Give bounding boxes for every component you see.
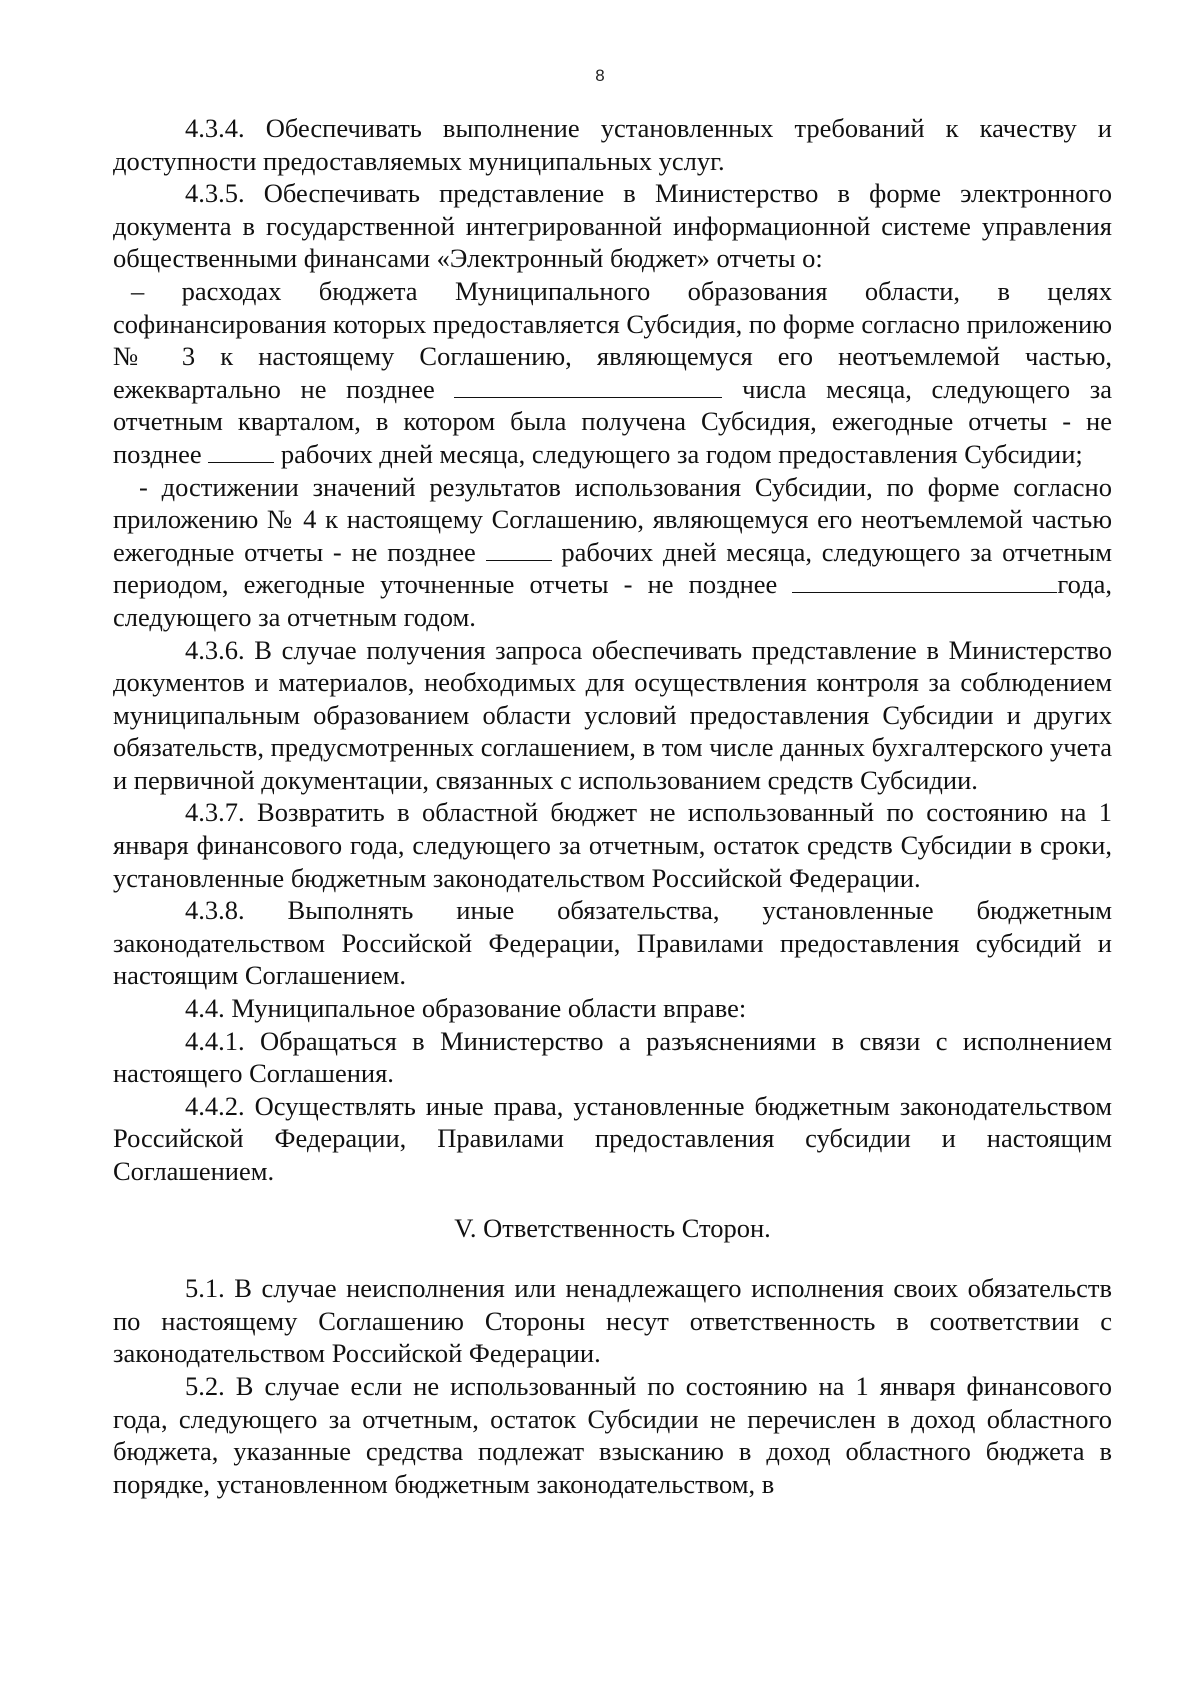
list-item-results-text-1: - достижении значений результатов использования Субсидии, по форме согласно приложению № 4 к настоящему Соглашению, являющемуся его неотъемлемой частью ежегодные отчеты - не позднее [113, 471, 1112, 567]
list-item-results-report [113, 471, 1112, 634]
paragraph-4-4-1: 4.4.1. Обращаться в Министерство а разъяснениями в связи с исполнением настоящего Соглашения. [113, 1025, 1112, 1089]
blank-line-results-days [486, 538, 552, 561]
list-item-expenses-report [113, 275, 1112, 471]
paragraph-4-4-2: 4.4.2. Осуществлять иные права, установленные бюджетным законодательством Российской Федерации, Правилами предоставления субсидии и настоящим Соглашением. [113, 1090, 1112, 1186]
list-item-expenses-text-1: – расходах бюджета Муниципального образования области, в целях софинансирования которых предоставляется Субсидия, по форме согласно приложению № 3 к настоящему Соглашению, являющемуся его неотъемлемой частью, ежеквартально не позднее [113, 275, 1112, 404]
paragraph-4-3-8: 4.3.8. Выполнять иные обязательства, установленные бюджетным законодательством Российской Федерации, Правилами предоставления субсидий и настоящим Соглашением. [113, 895, 1112, 991]
paragraph-5-1: 5.1. В случае неисполнения или ненадлежащего исполнения своих обязательств по настоящему Соглашению Стороны несут ответственность в соответствии с законодательством Российской Федерации. [113, 1273, 1112, 1369]
blank-line-annual-days [208, 440, 274, 463]
paragraph-4-4: 4.4. Муниципальное образование области вправе: [185, 993, 747, 1024]
paragraph-5-2: 5.2. В случае если не использованный по состоянию на 1 января финансового года, следующего за отчетным, остаток Субсидии не перечислен в доход областного бюджета, указанные средства подлежат взысканию в доход областного бюджета в порядке, установленном бюджетным законодательством, в [113, 1370, 1112, 1499]
list-item-expenses-text-2: числа месяца, следующего за отчетным кварталом, в котором была получена Субсидия, ежегодные отчеты - не позднее [113, 373, 1113, 469]
section-title-responsibility: V. Ответственность Сторон. [454, 1212, 771, 1243]
paragraph-4-3-6: 4.3.6. В случае получения запроса обеспечивать представление в Министерство документов и материалов, необходимых для осуществления контроля за соблюдением муниципальным образованием области условий предоставления Субсидии и других обязательств, предусмотренных соглашением, в том числе данных бухгалтерского учета и первичной документации, связанных с использованием средств Субсидии. [113, 634, 1112, 795]
paragraph-4-3-5: 4.3.5. Обеспечивать представление в Министерство в форме электронного документа в государственной интегрированной информационной системе управления общественными финансами «Электронный бюджет» отчеты о: [113, 178, 1112, 274]
paragraph-4-3-4: 4.3.4. Обеспечивать выполнение установленных требований к качеству и доступности предоставляемых муниципальных услуг. [113, 113, 1112, 176]
list-item-results-text-3: года, следующего за отчетным годом. [113, 569, 1112, 632]
document-body [113, 112, 1112, 1500]
page-number: 8 [595, 66, 605, 85]
list-item-expenses-text-3: рабочих дней месяца, следующего за годом предоставления Субсидии; [280, 438, 1083, 469]
paragraph-4-3-7: 4.3.7. Возвратить в областной бюджет не использованный по состоянию на 1 января финансового года, следующего за отчетным, остаток средств Субсидии в сроки, установленные бюджетным законодательством Российской Федерации. [113, 797, 1112, 893]
blank-line-quarterly-day [454, 375, 722, 398]
blank-line-results-date [792, 570, 1057, 593]
list-item-results-text-2: рабочих дней месяца, следующего за отчетным периодом, ежегодные уточненные отчеты - не позднее [113, 536, 1112, 600]
